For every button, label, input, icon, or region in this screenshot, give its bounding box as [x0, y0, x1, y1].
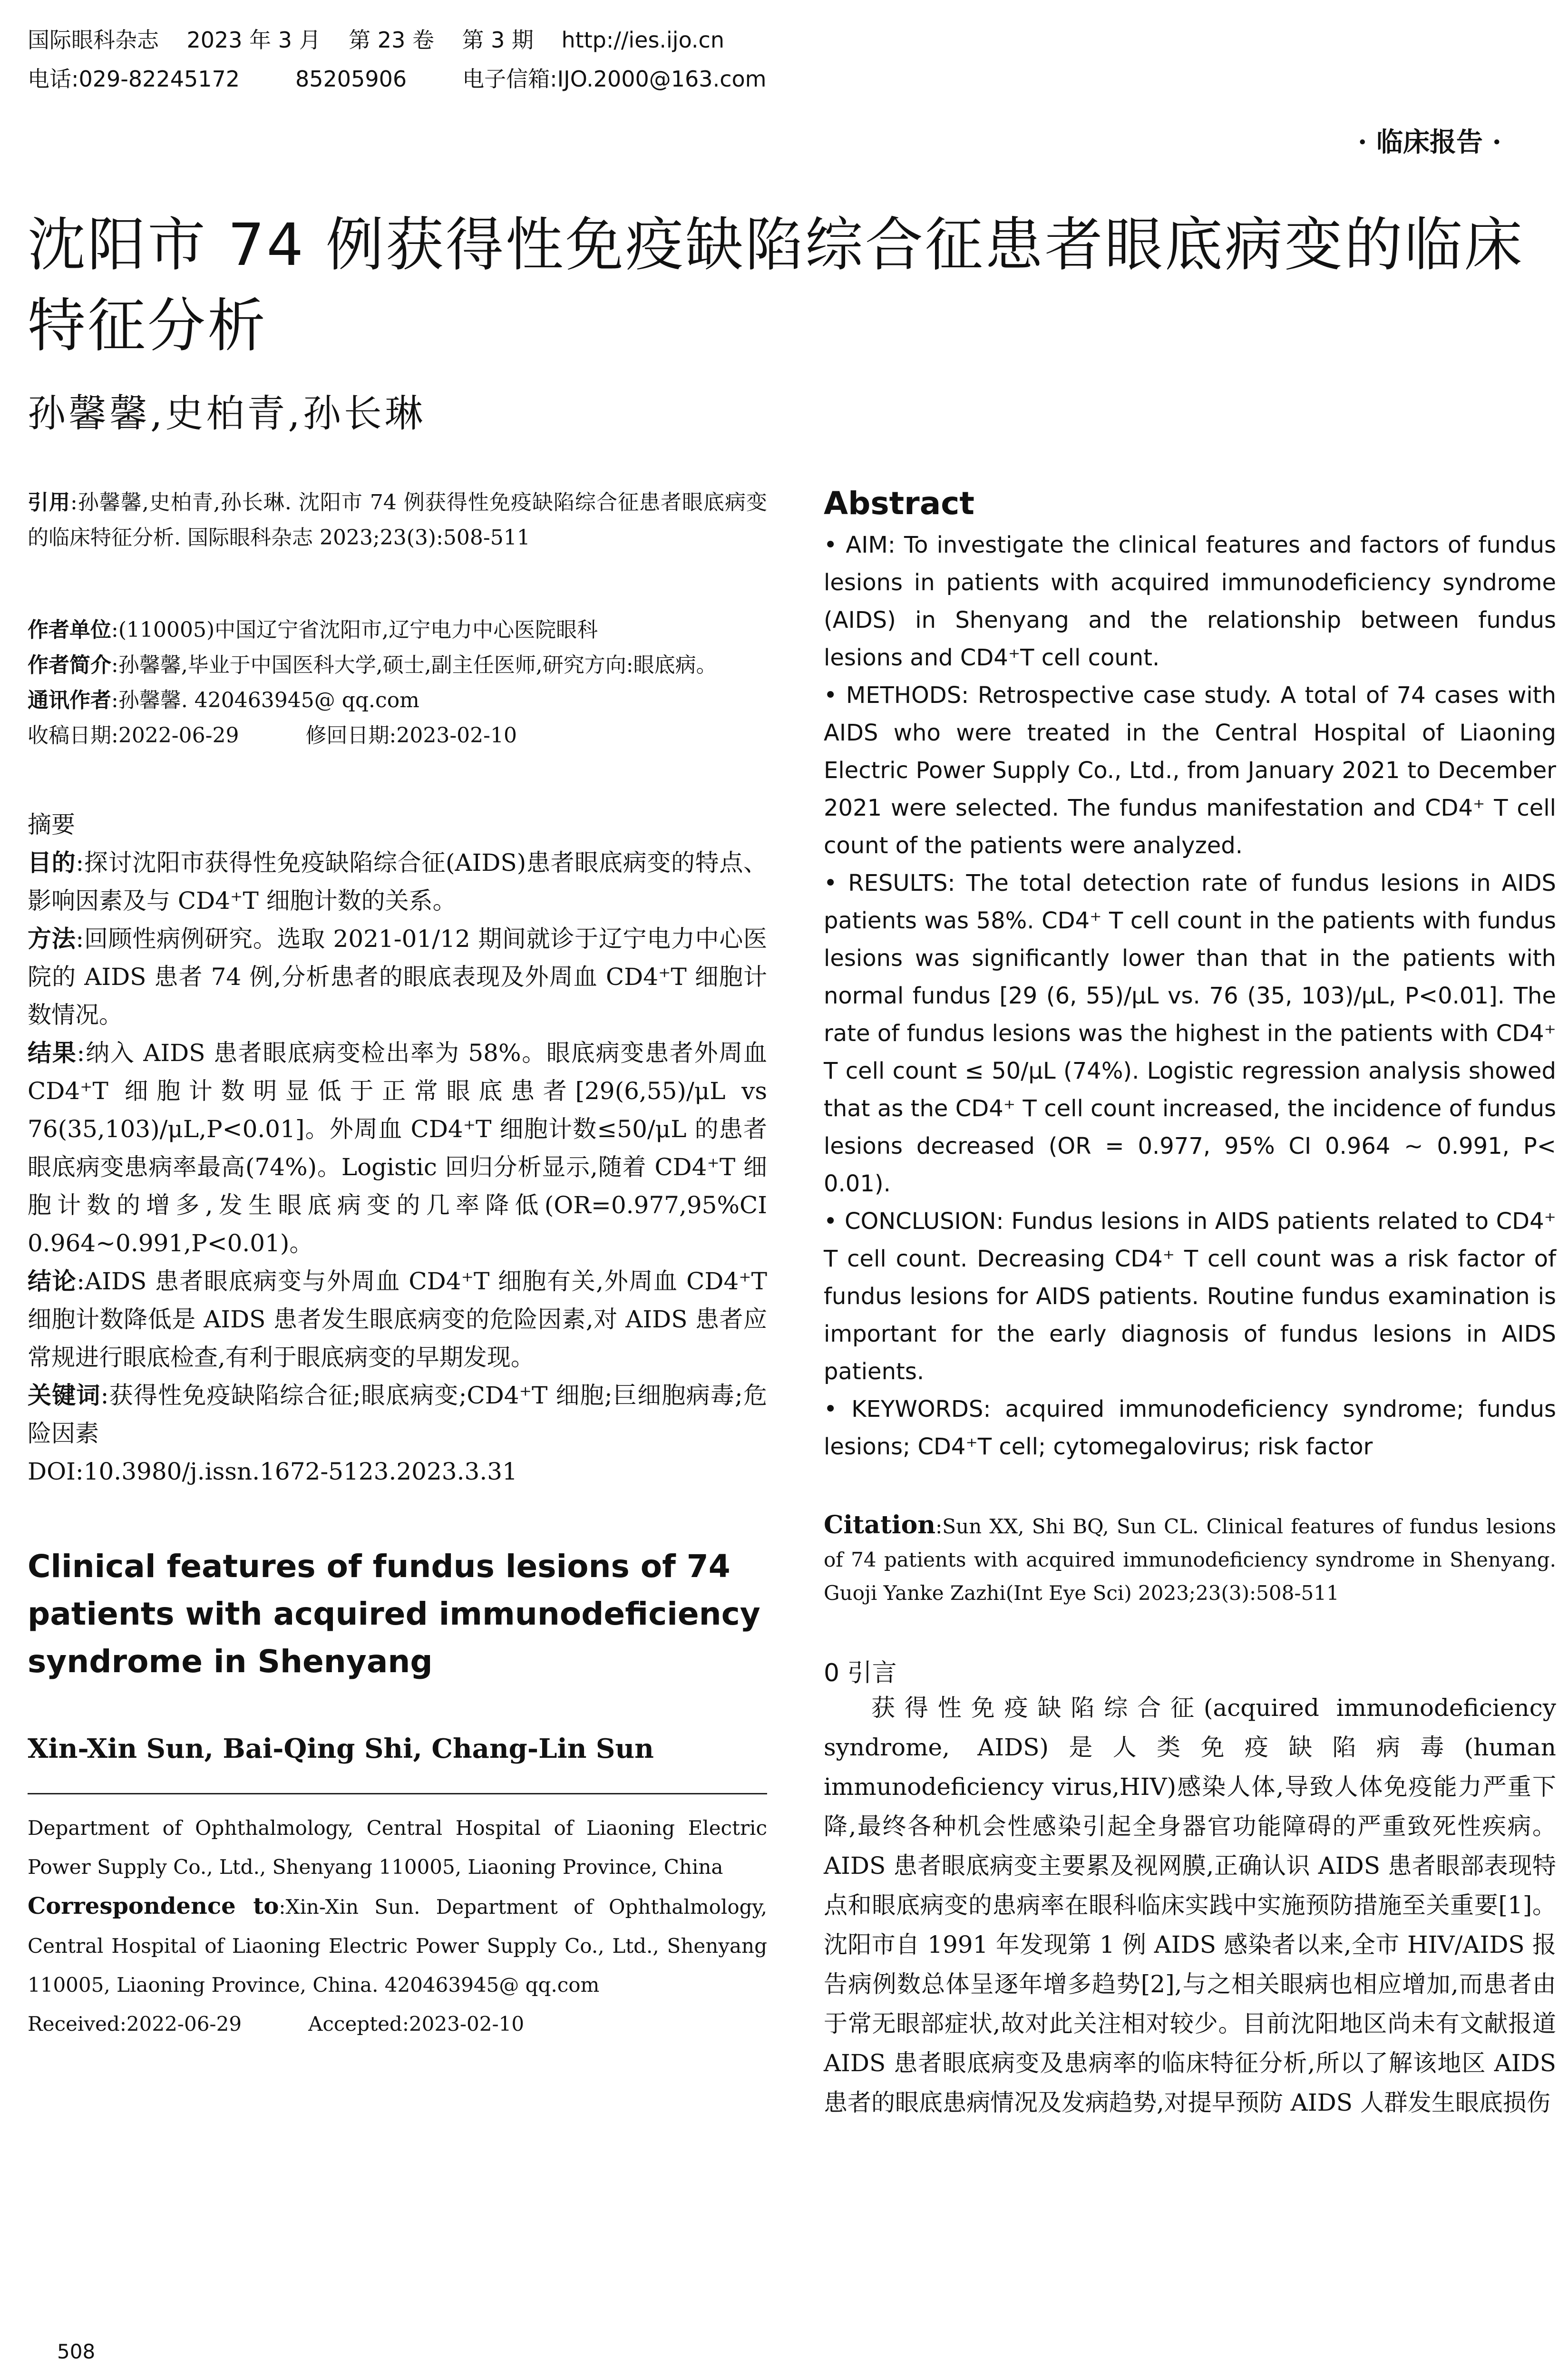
citation-en-text: :Sun XX, Shi BQ, Sun CL. Clinical features of fundus lesions of 74 patients with acquired immunodeficiency syndrome in Shenyang. Guoji Yanke Zazhi(Int Eye Sci) 2023;23(3):508-511 — [824, 1515, 1556, 1605]
bio-cn-text: :孙馨馨,毕业于中国医科大学,硕士,副主任医师,研究方向:眼底病。 — [111, 653, 717, 677]
received-date-en: Received:2022-06-29 — [28, 2012, 242, 2036]
abstract-heading-en: Abstract — [824, 485, 974, 522]
citation-en — [824, 1509, 1556, 1610]
right-column — [824, 485, 1556, 2123]
left-column — [28, 485, 767, 2044]
intro-paragraph: 获得性免疫缺陷综合征(acquired immunodeficiency syndrome, AIDS)是人类免疫缺陷病毒(human immunodeficiency virus,HIV)感染人体,导致人体免疫能力严重下降,最终各种机会性感染引起全身器官功能障碍的严重致死性疾病。AIDS 患者眼底病变主要累及视网膜,正确认识 AIDS 患者眼部表现特点和眼底病变的患病率在眼科临床实践中实施预防措施至关重要[1]。沈阳市自 1991 年发现第 1 例 AIDS 感染者以来,全市 HIV/AIDS 报告病例数总体呈逐年增多趋势[2],与之相关眼病也相应增加,而患者由于常无眼部症状,故对此关注相对较少。目前沈阳地区尚未有文献报道 AIDS 患者眼底病变及患病率的临床特征分析,所以了解该地区 AIDS 患者的眼底患病情况及发病趋势,对提早预防 AIDS 人群发生眼底损伤 — [824, 1694, 1556, 2116]
affiliation-cn-text: :(110005)中国辽宁省沈阳市,辽宁电力中心医院眼科 — [111, 618, 598, 642]
keywords-cn-label: 关键词 — [28, 1382, 101, 1409]
methods-cn-label: 方法 — [28, 925, 76, 953]
article-title-en: Clinical features of fundus lesions of 74 patients with acquired immunodeficiency syndrome in Shenyang — [28, 1548, 760, 1680]
journal-header-line2: 电话:029-82245172 85205906 电子信箱:IJO.2000@163.com — [28, 66, 767, 92]
authors-en: Xin-Xin Sun, Bai-Qing Shi, Chang-Lin Sun — [28, 1733, 654, 1764]
correspondence-en-text: :Xin-Xin Sun. Department of Ophthalmology, Central Hospital of Liaoning Electric Power Supply Co., Ltd., Shenyang 110005, Liaoning Province, China. 420463945@ qq.com — [28, 1895, 767, 1997]
correspondence-cn — [28, 683, 767, 718]
page-number: 508 — [57, 2340, 96, 2363]
citation-cn — [28, 485, 767, 555]
correspondence-en — [28, 1887, 767, 2005]
authors-cn: 孙馨馨,史柏青,孙长琳 — [28, 391, 426, 436]
correspondence-cn-text: :孙馨馨. 420463945@ qq.com — [111, 688, 419, 712]
correspondence-en-label: Correspondence to — [28, 1893, 279, 1919]
conclusion-cn — [28, 1262, 767, 1376]
doi: DOI:10.3980/j.issn.1672-5123.2023.3.31 — [28, 1458, 517, 1485]
section-tag: · 临床报告 · — [1358, 127, 1501, 158]
keywords-cn-text: :获得性免疫缺陷综合征;眼底病变;CD4⁺T 细胞;巨细胞病毒;危险因素 — [28, 1382, 767, 1447]
aim-cn — [28, 844, 767, 920]
abstract-aim-en: • AIM: To investigate the clinical features and factors of fundus lesions in patients with acquired immunodeficiency syndrome (AIDS) in Shenyang and the relationship between fundus lesions and CD4⁺T cell count. — [824, 532, 1556, 671]
abstract-results-en: • RESULTS: The total detection rate of fundus lesions in AIDS patients was 58%. CD4⁺ T cell count in the patients with fundus lesions was significantly lower than that in the patients with normal fundus [29 (6, 55)/μL vs. 76 (35, 103)/μL, P<0.01]. The rate of fundus lesions was the highest in the patients with CD4⁺ T cell count ≤ 50/μL (74%). Logistic regression analysis showed that as the CD4⁺ T cell count increased, the incidence of fundus lesions decreased (OR = 0.977, 95% CI 0.964 ~ 0.991, P< 0.01). — [824, 870, 1556, 1197]
results-cn-label: 结果 — [28, 1039, 77, 1067]
affiliation-cn — [28, 613, 767, 648]
keywords-cn — [28, 1376, 767, 1452]
revised-date-cn: 修回日期:2023-02-10 — [305, 723, 517, 748]
abstract-conclusion-en: • CONCLUSION: Fundus lesions in AIDS patients related to CD4⁺ T cell count. Decreasing CD4⁺ T cell count was a risk factor of fundus lesions for AIDS patients. Routine fundus examination is important for the early diagnosis of fundus lesions in AIDS patients. — [824, 1208, 1556, 1385]
citation-cn-text: :孙馨馨,史柏青,孙长琳. 沈阳市 74 例获得性免疫缺陷综合征患者眼底病变的临床特征分析. 国际眼科杂志 2023;23(3):508-511 — [28, 490, 767, 550]
citation-en-label: Citation — [824, 1510, 936, 1539]
methods-cn — [28, 920, 767, 1034]
abstract-keywords-en: • KEYWORDS: acquired immunodeficiency syndrome; fundus lesions; CD4⁺T cell; cytomegalovirus; risk factor — [824, 1396, 1556, 1460]
results-cn-text: :纳入 AIDS 患者眼底病变检出率为 58%。眼底病变患者外周血 CD4⁺T 细胞计数明显低于正常眼底患者[29(6,55)/μL vs 76(35,103)/μL,P<0.01]。外周血 CD4⁺T 细胞计数≤50/μL 的患者眼底病变患病率最高(74%)。Logistic 回归分析显示,随着 CD4⁺T 细胞计数的增多,发生眼底病变的几率降低(OR=0.977,95%CI 0.964~0.991,P<0.01)。 — [28, 1039, 768, 1257]
article-title-cn: 沈阳市 74 例获得性免疫缺陷综合征患者眼底病变的临床特征分析 — [28, 211, 1524, 360]
intro-heading: 0 引言 — [824, 1659, 897, 1687]
received-date-cn: 收稿日期:2022-06-29 — [28, 723, 239, 748]
conclusion-cn-label: 结论 — [28, 1267, 77, 1295]
affiliation-cn-label: 作者单位 — [28, 618, 111, 642]
abstract-methods-en: • METHODS: Retrospective case study. A total of 74 cases with AIDS who were treated in the Central Hospital of Liaoning Electric Power Supply Co., Ltd., from January 2021 to December 2021 were selected. The fundus manifestation and CD4⁺ T cell count of the patients were analyzed. — [824, 682, 1556, 859]
bio-cn-label: 作者简介 — [28, 653, 111, 677]
correspondence-cn-label: 通讯作者 — [28, 688, 111, 712]
aim-cn-label: 目的 — [28, 849, 76, 877]
aim-cn-text: :探讨沈阳市获得性免疫缺陷综合征(AIDS)患者眼底病变的特点、影响因素及与 CD4⁺T 细胞计数的关系。 — [28, 849, 768, 915]
department-en: Department of Ophthalmology, Central Hospital of Liaoning Electric Power Supply Co., Ltd., Shenyang 110005, Liaoning Province, China — [28, 1816, 767, 1879]
dates-cn — [28, 718, 767, 753]
dates-en — [28, 2005, 767, 2044]
methods-cn-text: :回顾性病例研究。选取 2021-01/12 期间就诊于辽宁电力中心医院的 AIDS 患者 74 例,分析患者的眼底表现及外周血 CD4⁺T 细胞计数情况。 — [28, 925, 768, 1029]
conclusion-cn-text: :AIDS 患者眼底病变与外周血 CD4⁺T 细胞有关,外周血 CD4⁺T 细胞计数降低是 AIDS 患者发生眼底病变的危险因素,对 AIDS 患者应常规进行眼底检查,有利于眼底病变的早期发现。 — [28, 1267, 768, 1371]
bio-cn — [28, 648, 767, 683]
journal-header-line1: 国际眼科杂志 2023 年 3 月 第 23 卷 第 3 期 http://ies.ijo.cn — [28, 27, 724, 53]
abstract-heading-cn: 摘要 — [28, 811, 75, 838]
results-cn — [28, 1034, 767, 1262]
accepted-date-en: Accepted:2023-02-10 — [308, 2012, 525, 2036]
citation-cn-label: 引用 — [28, 490, 71, 515]
